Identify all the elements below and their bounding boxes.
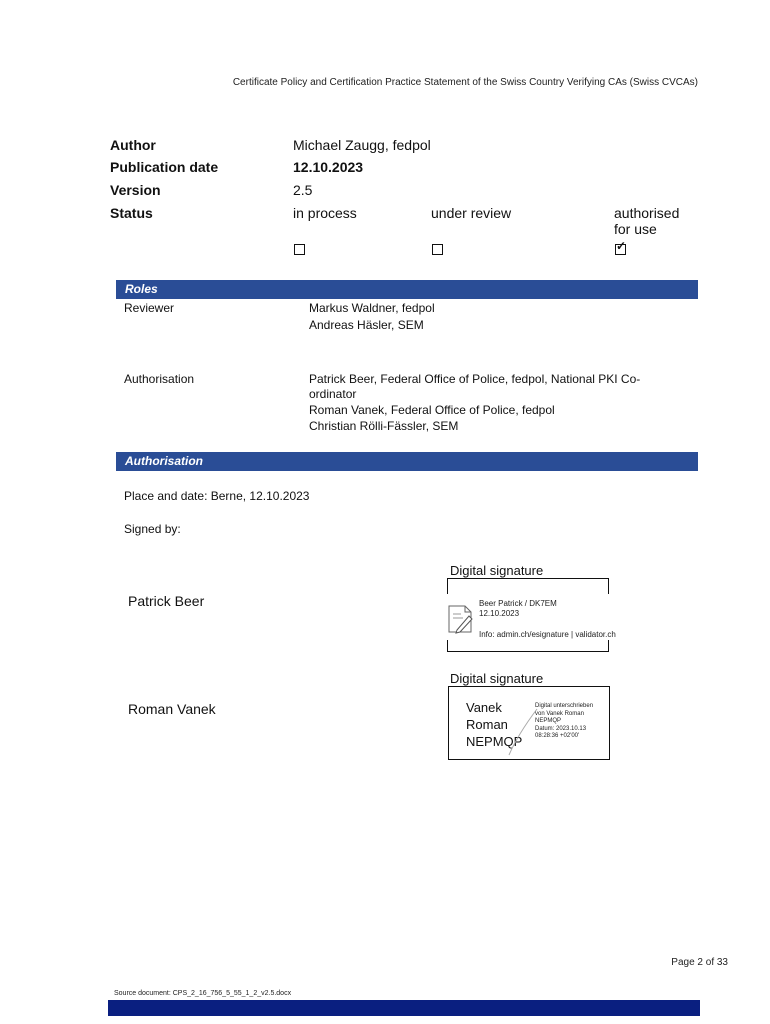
checkbox-under-review[interactable] bbox=[432, 244, 443, 255]
publication-date-label: Publication date bbox=[110, 159, 219, 175]
version-value: 2.5 bbox=[293, 182, 313, 198]
signed-by: Signed by: bbox=[124, 522, 181, 536]
authoriser-line-2: ordinator bbox=[309, 387, 357, 401]
detail-line-1: Digital unterschrieben bbox=[535, 703, 594, 709]
reviewer-label: Reviewer bbox=[124, 301, 175, 315]
signature-beer-date: 12.10.2023 bbox=[479, 609, 520, 618]
detail-line-5: 08:28:36 +02'00' bbox=[535, 733, 580, 739]
signature-box-vanek bbox=[448, 686, 610, 760]
authorisation-section-header: Authorisation bbox=[116, 452, 698, 471]
status-label: Status bbox=[110, 205, 153, 221]
signature-beer-name: Beer Patrick / DK7EM bbox=[479, 599, 557, 608]
signature-box-beer bbox=[447, 578, 616, 652]
authoriser-line-4: Christian Rölli-Fässler, SEM bbox=[309, 419, 459, 433]
reviewer-2: Andreas Häsler, SEM bbox=[309, 318, 424, 332]
signature-swoosh-icon bbox=[505, 707, 539, 757]
stamp-line-3: NEPMQP bbox=[466, 734, 523, 749]
detail-line-2: von Vanek Roman bbox=[535, 710, 584, 717]
authoriser-line-1: Patrick Beer, Federal Office of Police, fedpol, National PKI Co- bbox=[309, 372, 641, 386]
roles-section-header: Roles bbox=[116, 280, 698, 299]
reviewer-1: Markus Waldner, fedpol bbox=[309, 301, 435, 315]
stamp-line-1: Vanek bbox=[466, 700, 502, 715]
signer-name-beer: Patrick Beer bbox=[128, 593, 205, 609]
signature-document-icon bbox=[447, 604, 475, 634]
signature-title-vanek: Digital signature bbox=[450, 671, 544, 686]
stamp-line-2: Roman bbox=[466, 717, 508, 732]
status-option-in-process: in process bbox=[293, 205, 357, 221]
authorisation-label: Authorisation bbox=[124, 372, 195, 386]
detail-line-4: Datum: 2023.10.13 bbox=[535, 725, 587, 732]
status-option-under-review: under review bbox=[431, 205, 512, 221]
page-number: Page 2 of 33 bbox=[671, 957, 728, 968]
signature-vanek-details bbox=[535, 703, 593, 741]
detail-line-3: NEPMQP bbox=[535, 718, 562, 724]
signature-beer-info: Info: admin.ch/esignature | validator.ch bbox=[479, 630, 616, 639]
checkmark-icon: ✓ bbox=[616, 239, 627, 253]
author-value: Michael Zaugg, fedpol bbox=[293, 137, 431, 153]
footer-bar bbox=[108, 1000, 700, 1016]
publication-date-value: 12.10.2023 bbox=[293, 159, 364, 175]
authoriser-line-3: Roman Vanek, Federal Office of Police, fedpol bbox=[309, 403, 555, 417]
place-and-date: Place and date: Berne, 12.10.2023 bbox=[124, 489, 310, 503]
status-option-authorised: authorised for use bbox=[614, 205, 680, 237]
running-header: Certificate Policy and Certification Practice Statement of the Swiss Country Verifying CAs (Swiss CVCAs) bbox=[232, 77, 698, 88]
checkbox-authorised[interactable] bbox=[615, 239, 627, 255]
checkbox-in-process[interactable] bbox=[294, 244, 305, 255]
signer-name-vanek: Roman Vanek bbox=[128, 701, 216, 717]
signature-title-beer: Digital signature bbox=[450, 563, 544, 578]
source-document: Source document: CPS_2_16_756_5_55_1_2_v2.5.docx bbox=[114, 990, 292, 997]
author-label: Author bbox=[110, 137, 156, 153]
version-label: Version bbox=[110, 182, 161, 198]
